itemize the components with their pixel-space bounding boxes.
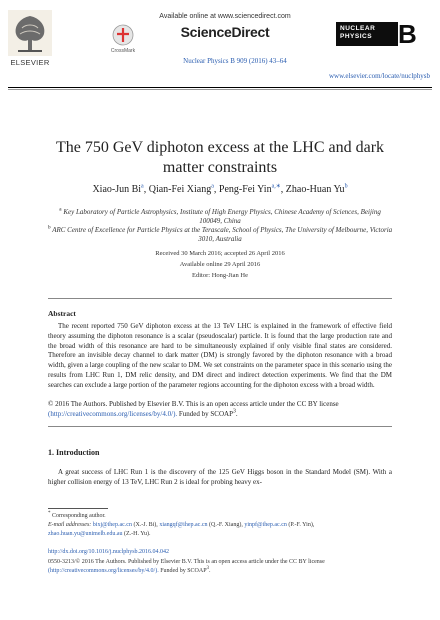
issn-copyright: 0550-3213/© 2016 The Authors. Published by Elsevier B.V. This is an open access article under the CC BY license [48,559,325,565]
email-owner: (P.-F. Yin), [286,522,315,528]
email-link[interactable]: yinpf@ihep.ac.cn [244,522,287,528]
journal-homepage-link[interactable]: www.elsevier.com/locate/nuclphysb [328,72,430,80]
introduction-body [48,467,392,487]
affiliation-text: ARC Centre of Excellence for Particle Physics at the Terascale, School of Physics, The University of Melbourne, Victoria 3010, Australia [52,226,393,243]
email-addresses-cont [48,530,392,539]
header-rule [8,87,432,88]
email-owner: (Q.-F. Xiang), [207,522,245,528]
author-name[interactable]: Xiao-Jun Bi [92,184,142,195]
footer-funded-end: . [209,568,211,574]
section-heading-introduction: 1. Introduction [48,448,100,457]
available-online-link[interactable]: Available online at www.sciencedirect.com [159,13,291,20]
abstract-bottom-rule [48,426,392,427]
funded-text: Funded by SCOAP [178,409,233,418]
article-title: The 750 GeV diphoton excess at the LHC and dark matter constraints [55,139,385,176]
crossmark-label: CrossMark [110,48,136,54]
corresponding-text: Corresponding author. [52,513,106,519]
journal-logo [336,22,398,46]
author-list: Xiao-Jun Bi$^a$, Qian-Fei Xiang$^a$, Peng-Fei Yin$^{a,∗}$, Zhao-Huan Yu$^b$ [92,183,348,195]
email-owner: (X.-J. Bi), [131,522,160,528]
doi-link[interactable]: http://dx.doi.org/10.1016/j.nuclphysb.2016.04.042 [48,549,170,555]
editor: Editor: Hong-Jian He [192,272,248,279]
abstract-license [48,400,392,420]
affiliation-mark: a [59,206,62,213]
email-link[interactable]: zhao.huan.yu@unimelb.edu.au [48,531,123,537]
introduction-text: A great success of LHC Run 1 is the discovery of the 125 GeV Higgs boson in the Standard Model (SM). With a higher collision energy of 13 TeV, LHC Run 2 is ideal for probing heavy ex- [48,468,392,486]
email-link[interactable]: xiangqf@ihep.ac.cn [159,522,208,528]
author-affil-mark: a,∗ [271,183,281,190]
journal-logo-text: NUCLEAR PHYSICS [340,25,376,40]
affiliation [40,226,400,244]
author-affil-mark: a [211,183,214,190]
elsevier-tree-logo [8,10,52,56]
header-rule-thin [8,89,432,90]
email-link[interactable]: bixj@ihep.ac.cn [92,522,132,528]
abstract-body [48,322,392,391]
publisher-name: ELSEVIER [10,58,50,67]
abstract-heading: Abstract [48,309,76,318]
author-name[interactable]: Zhao-Huan Yu [285,184,345,195]
abstract-text: The recent reported 750 GeV diphoton excess at the 13 TeV LHC is explained in the framework of effective field theory assuming the diphoton resonance is a scalar (pseudoscalar) particle. It is found that the large production rate and the broad width of this resonance are hard to be simultaneously explained if only visible final states are considered. Therefore an invisible decay channel to dark matter (DM) is strongly favored by the diphoton resonance with a broad width, given a large coupling of the new scalar to DM. We set constraints on the parameter space in this scenario using the results from LHC Run 1, DM relic density, and DM direct and indirect detection experiments. We find that the DM searches can exclude a large portion of the parameter regions accounting for the diphoton excess with a broad width. [48,322,392,389]
affiliation [50,208,390,226]
footer-license [48,567,392,576]
footer-funded-sup: 3 [206,566,210,571]
author-affil-mark: b [344,183,348,190]
footer-funded-text: Funded by SCOAP [158,568,207,574]
affiliation-text: Key Laboratory of Particle Astrophysics, Institute of High Energy Physics, Chinese Academy of Sciences, Beijing 100049, China [63,208,381,225]
email-label: E-mail addresses: [48,522,92,528]
available-date: Available online 29 April 2016 [179,261,261,268]
license-link[interactable]: (http://creativecommons.org/licenses/by/4.0/). [48,409,178,418]
affiliation-mark: b [47,224,51,231]
author-affil-mark: a [141,183,144,190]
funded-end: . [235,409,238,418]
corresponding-author-note [48,512,392,521]
email-owner: (Z.-H. Yu). [122,531,151,537]
journal-citation[interactable]: Nuclear Physics B 909 (2016) 43–64 [183,57,287,65]
author-name[interactable]: Peng-Fei Yin [218,184,272,195]
author-name[interactable]: Qian-Fei Xiang [148,184,212,195]
email-addresses [48,521,392,530]
footnote-mark: * [48,511,51,516]
received-date: Received 30 March 2016; accepted 26 April 2016 [155,250,285,257]
copyright-text: © 2016 The Authors. Published by Elsevier B.V. This is an open access article under the CC BY license [48,400,339,408]
footer-license-link[interactable]: (http://creativecommons.org/licenses/by/4.0/). [48,568,159,574]
footnote-rule [48,508,108,509]
sciencedirect-brand: ScienceDirect [180,24,270,40]
funded-sup: 3 [232,408,236,415]
crossmark-icon[interactable] [112,24,134,46]
journal-logo-letter: B [398,19,417,49]
article-dates [60,248,380,281]
abstract-top-rule [48,298,392,299]
